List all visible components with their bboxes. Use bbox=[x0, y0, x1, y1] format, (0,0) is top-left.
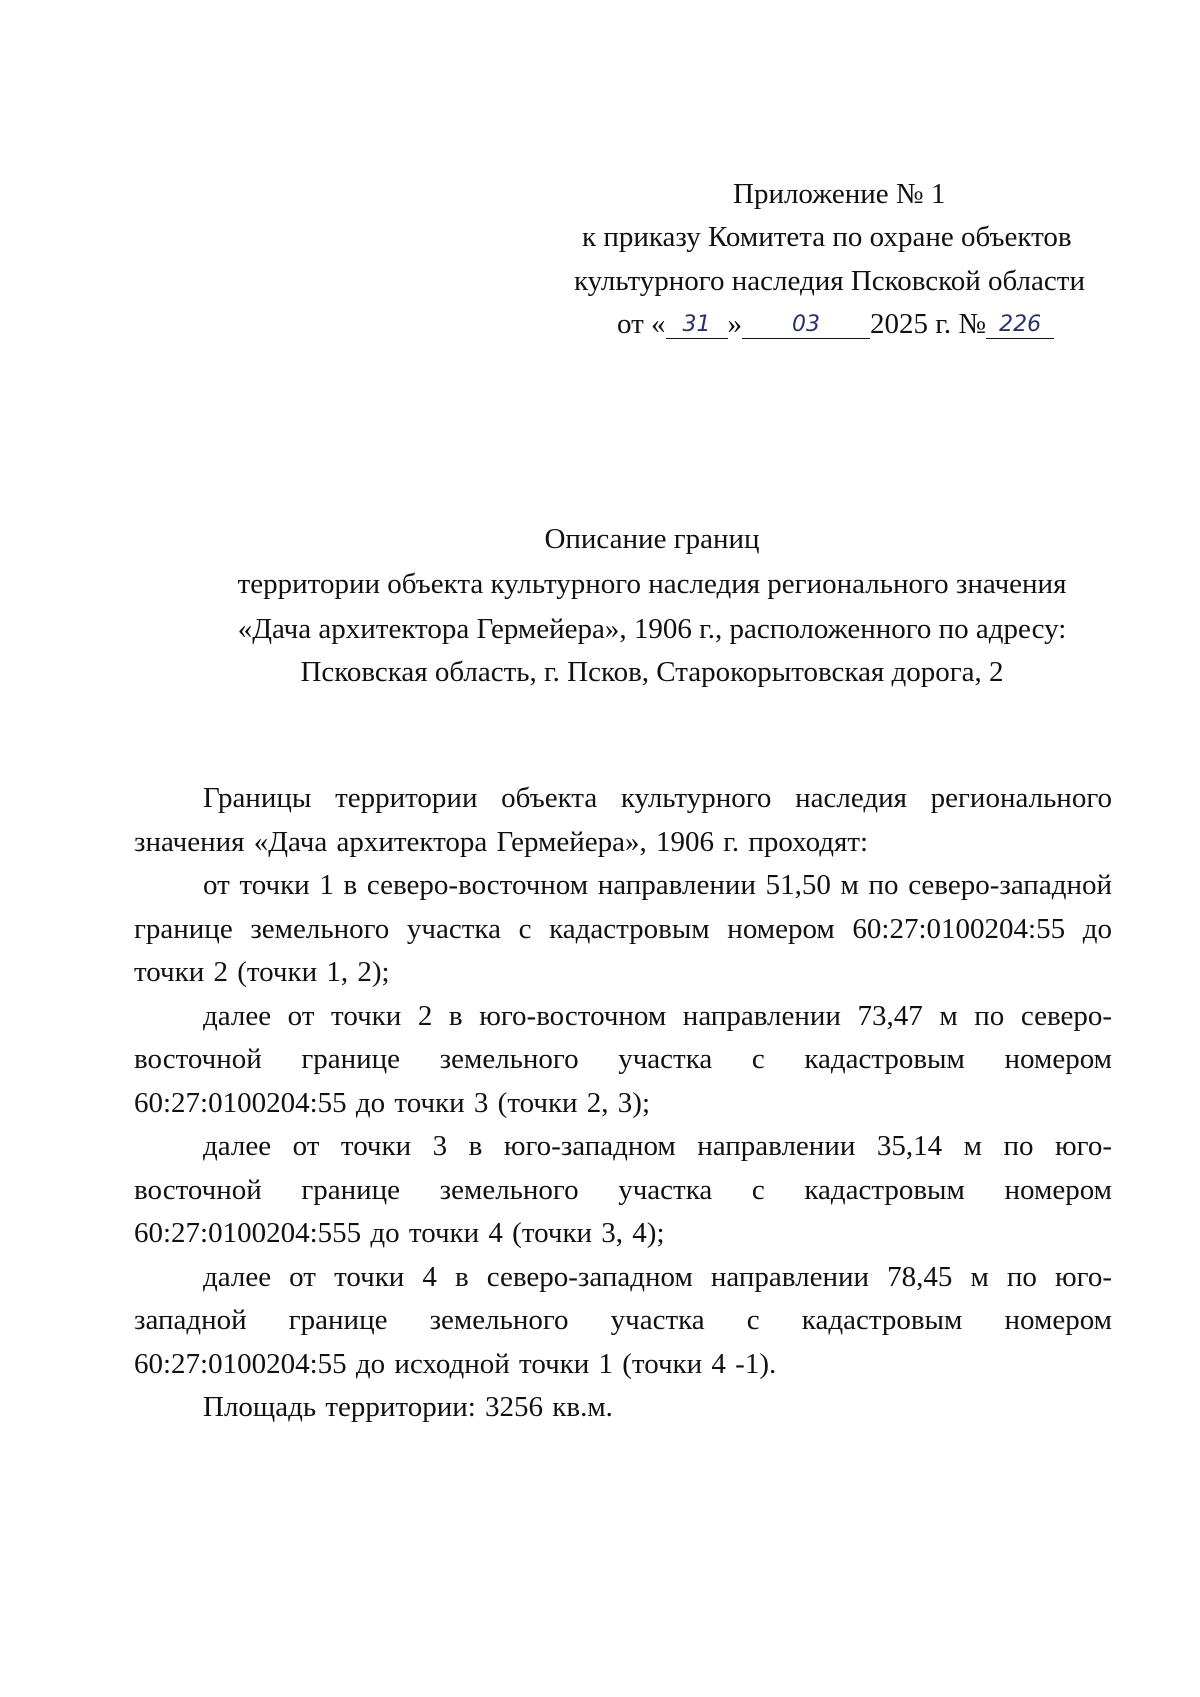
document-address: Псковская область, г. Псков, Старокорытовская дорога, 2 bbox=[300, 656, 1004, 688]
handwritten-month: 03 bbox=[742, 312, 870, 339]
boundary-segment-1: от точки 1 в северо-восточном направлении 51,50 м по северо-западной границе земельного участка с кадастровым номером 60:27:0100204:55 до точки 2 (точки 1, 2); bbox=[134, 869, 1112, 988]
appendix-committee: культурного наследия Псковской области bbox=[574, 265, 1085, 297]
date-prefix: от « bbox=[617, 308, 666, 340]
year-and-number-label: 2025 г. № bbox=[870, 308, 987, 340]
boundary-segment-4: далее от точки 4 в северо-западном направлении 78,45 м по юго-западной границе земельного участка с кадастровым номером 60:27:0100204:55 до исходной точки 1 (точки 4 -1). bbox=[134, 1260, 1112, 1380]
handwritten-order-number: 226 bbox=[986, 312, 1054, 339]
territory-area: Площадь территории: 3256 кв.м. bbox=[203, 1391, 613, 1423]
body-intro: Границы территории объекта культурного наследия регионального значения «Дача архитектора Гермейера», 1906 г. проходят: bbox=[134, 782, 1112, 858]
document-subtitle-line-2: «Дача архитектора Гермейера», 1906 г., расположенного по адресу: bbox=[237, 613, 1067, 645]
document-title: Описание границ bbox=[544, 523, 760, 555]
appendix-number: Приложение № 1 bbox=[733, 178, 946, 210]
boundary-segment-2: далее от точки 2 в юго-восточном направлении 73,47 м по северо-восточной границе земельного участка с кадастровым номером 60:27:0100204:55 до точки 3 (точки 2, 3); bbox=[134, 999, 1112, 1119]
document-body bbox=[134, 777, 1112, 1430]
handwritten-day: 31 bbox=[666, 312, 728, 339]
date-mid-quote: » bbox=[727, 308, 743, 340]
appendix-date-number bbox=[617, 307, 1054, 341]
document-subtitle-line-1: территории объекта культурного наследия регионального значения bbox=[237, 568, 1067, 600]
boundary-segment-3: далее от точки 3 в юго-западном направлении 35,14 м по юго-восточной границе земельного участка с кадастровым номером 60:27:0100204:555 до точки 4 (точки 3, 4); bbox=[134, 1130, 1112, 1249]
appendix-order-ref: к приказу Комитета по охране объектов bbox=[582, 221, 1072, 253]
